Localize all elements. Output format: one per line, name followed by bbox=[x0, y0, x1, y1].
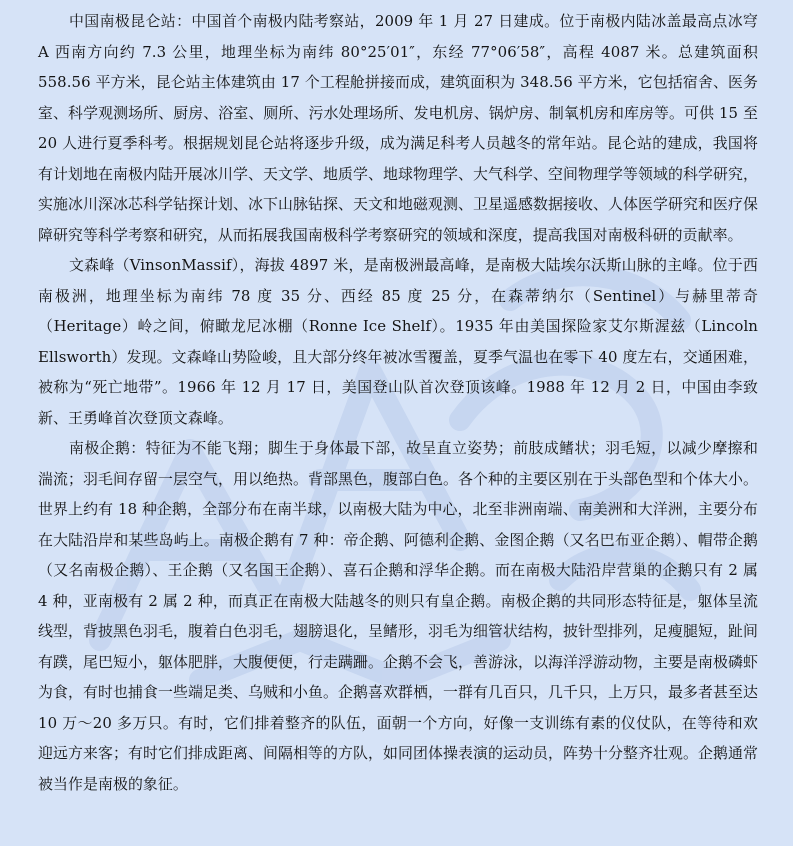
paragraph-antarctic-penguins: 南极企鹅：特征为不能飞翔；脚生于身体最下部，故呈直立姿势；前肢成鳍状；羽毛短，以减少摩擦和湍流；羽毛间存留一层空气，用以绝热。背部黑色，腹部白色。各个种的主要区别在于头部色型和个体大小。世界上约有 18 种企鹅，全部分布在南半球，以南极大陆为中心，北至非洲南端、南美洲和大洋洲，主要分布在大陆沿岸和某些岛屿上。南极企鹅有 7 种：帝企鹅、阿德利企鹅、金图企鹅（又名巴布亚企鹅）、帽带企鹅（又名南极企鹅）、王企鹅（又名国王企鹅）、喜石企鹅和浮华企鹅。而在南极大陆沿岸营巢的企鹅只有 2 属 4 种，亚南极有 2 属 2 种，而真正在南极大陆越冬的则只有皇企鹅。南极企鹅的共同形态特征是，躯体呈流线型，背披黑色羽毛，腹着白色羽毛，翅膀退化，呈鳍形，羽毛为细管状结构，披针型排列，足瘦腿短，趾间有蹼，尾巴短小，躯体肥胖，大腹便便，行走蹒跚。企鹅不会飞，善游泳，以海洋浮游动物，主要是南极磷虾为食，有时也捕食一些端足类、乌贼和小鱼。企鹅喜欢群栖，一群有几百只，几千只，上万只，最多者甚至达 10 万～20 多万只。有时，它们排着整齐的队伍，面朝一个方向，好像一支训练有素的仪仗队，在等待和欢迎远方来客；有时它们排成距离、间隔相等的方队，如同团体操表演的运动员，阵势十分整齐壮观。企鹅通常被当作是南极的象征。 bbox=[38, 439, 758, 793]
article-body bbox=[38, 6, 758, 799]
paragraph-kunlun-station: 中国南极昆仑站：中国首个南极内陆考察站，2009 年 1 月 27 日建成。位于南极内陆冰盖最高点冰穹 A 西南方向约 7.3 公里，地理坐标为南纬 80°25′01″，东经 77°06′58″，高程 4087 米。总建筑面积 558.56 平方米，昆仑站主体建筑由 17 个工程舱拼接而成，建筑面积为 348.56 平方米，它包括宿舍、医务室、科学观测场所、厨房、浴室、厕所、污水处理场所、发电机房、锅炉房、制氧机房和库房等。可供 15 至 20 人进行夏季科考。根据规划昆仑站将逐步升级，成为满足科考人员越冬的常年站。昆仑站的建成，我国将有计划地在南极内陆开展冰川学、天文学、地质学、地球物理学、大气科学、空间物理学等领域的科学研究，实施冰川深冰芯科学钻探计划、冰下山脉钻探、天文和地磁观测、卫星遥感数据接收、人体医学研究和医疗保障研究等科学考察和研究，从而拓展我国南极科学考察研究的领域和深度，提高我国对南极科研的贡献率。 bbox=[38, 12, 758, 244]
paragraph-vinson-massif: 文森峰（VinsonMassif），海拔 4897 米，是南极洲最高峰，是南极大陆埃尔沃斯山脉的主峰。位于西南极洲，地理坐标为南纬 78 度 35 分、西经 85 度 25 分，在森蒂纳尔（Sentinel）与赫里蒂奇（Heritage）岭之间，俯瞰龙尼冰棚（Ronne Ice Shelf）。1935 年由美国探险家艾尔斯渥兹（Lincoln Ellsworth）发现。文森峰山势险峻，且大部分终年被冰雪覆盖，夏季气温也在零下 40 度左右，交通困难，被称为“死亡地带”。1966 年 12 月 17 日，美国登山队首次登顶该峰。1988 年 12 月 2 日，中国由李致新、王勇峰首次登顶文森峰。 bbox=[38, 256, 758, 427]
